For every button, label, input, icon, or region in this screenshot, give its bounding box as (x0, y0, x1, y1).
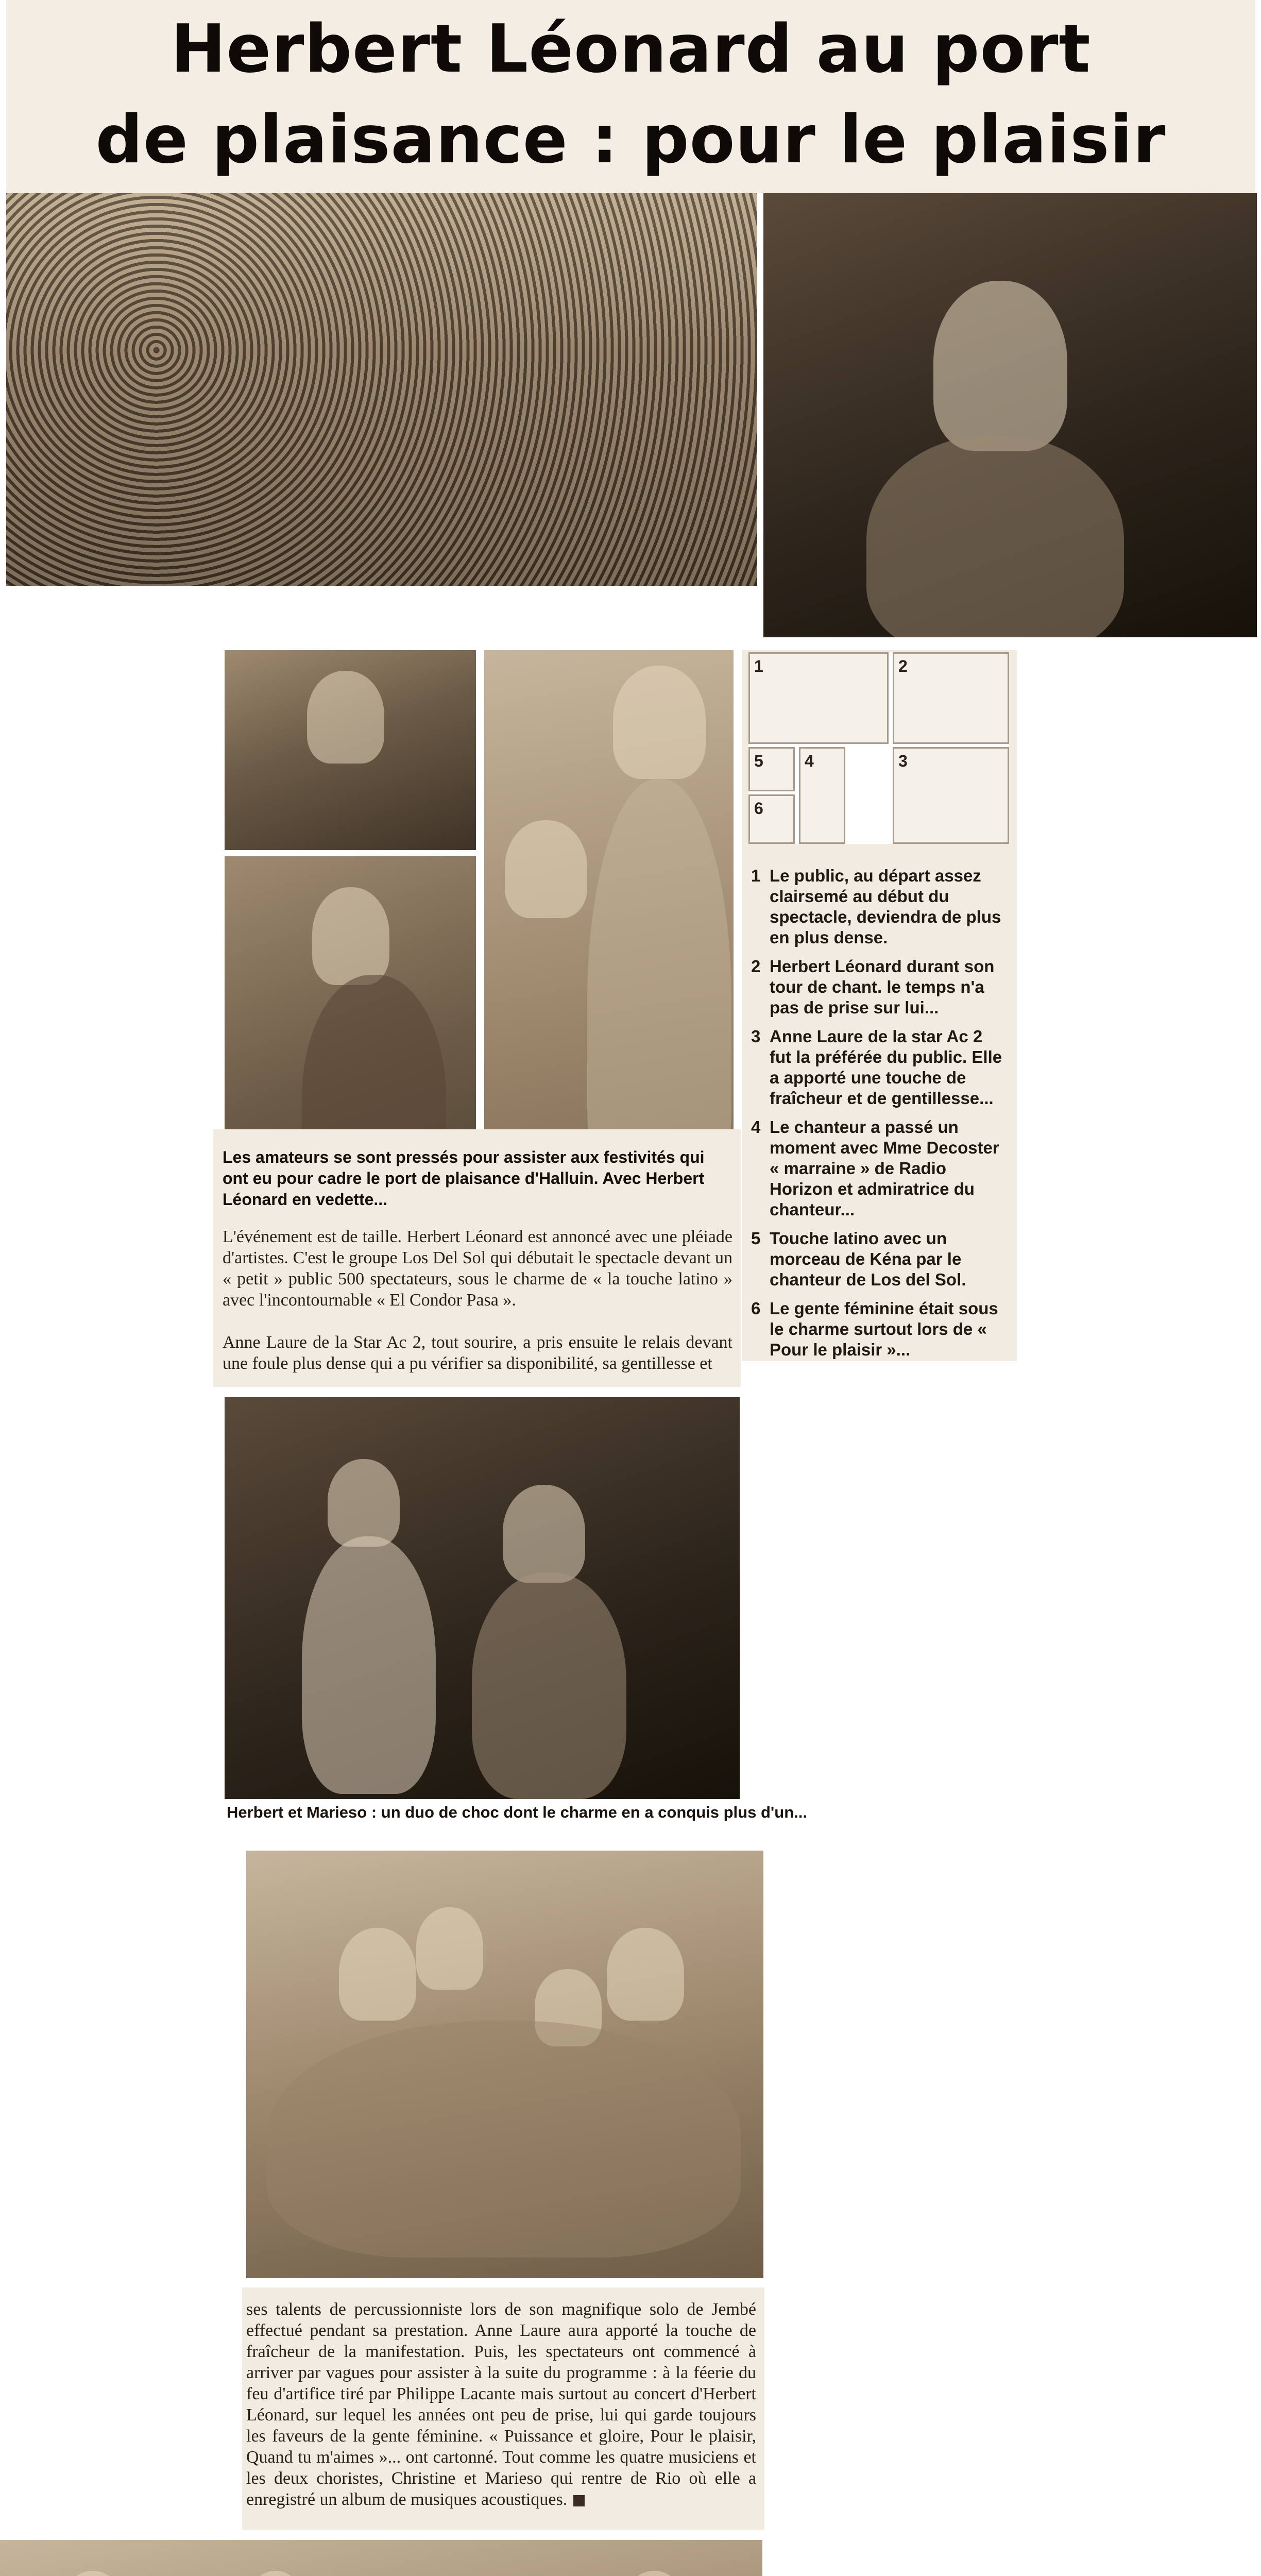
photo-caption (751, 866, 1009, 948)
index-cell-2: 2 (893, 652, 1009, 744)
article-paragraph-3-text: ses talents de percussionniste lors de son magnifique solo de Jembé effectué pendant sa prestation. Anne Laure aura apporté la touche de fraîcheur de la manifestation. Puis, les spectateurs ont commencé à arriver par vagues pour assister à la suite du programme : à la féerie du feu d'artifice tiré par Philippe Lacante mais surtout au concert d'Herbert Léonard, sur lequel les années ont peu de prise, lui qui garde toujours les faveurs de la gente féminine. « Puissance et gloire, Pour le plaisir, Quand tu m'aimes »... ont cartonné. Tout comme les quatre musiciens et les deux choristes, Christine et Marieso qui rentre de Rio où elle a enregistré un album de musiques acoustiques. (246, 2300, 756, 2509)
article-paragraph-2: Anne Laure de la Star Ac 2, tout sourire, a pris ensuite le relais devant une foule plus dense qui a pu vérifier sa disponibilité, sa gentillesse et (223, 1333, 732, 1373)
caption-number: 4 (751, 1117, 761, 1137)
headline-line-1: Herbert Léonard au port (171, 11, 1091, 88)
index-cell-6: 6 (748, 794, 795, 844)
index-cell-3: 3 (893, 747, 1009, 844)
photo-civil-protection-team (0, 2540, 762, 2576)
photo-herbert-and-marieso (225, 1397, 740, 1799)
duo-photo-caption: Herbert et Marieso : un duo de choc dont le charme en a conquis plus d'un... (227, 1803, 807, 1821)
photo-herbert-singing (763, 193, 1257, 637)
caption-number: 5 (751, 1229, 761, 1248)
headline-line-2: de plaisance : pour le plaisir (95, 101, 1166, 178)
photo-index-grid (748, 652, 1009, 844)
index-cell-5: 5 (748, 747, 795, 791)
caption-text: Anne Laure de la star Ac 2 fut la préférée du public. Elle a apporté une touche de fraîcheur et de gentillesse... (770, 1027, 1002, 1108)
article-headline (6, 4, 1255, 185)
caption-number: 6 (751, 1299, 761, 1318)
photo-caption (751, 1228, 1009, 1290)
article-lead: Les amateurs se sont pressés pour assister aux festivités qui ont eu pour cadre le port de plaisance d'Halluin. Avec Herbert Léonard en vedette... (223, 1148, 705, 1209)
end-of-article-mark (573, 2495, 585, 2506)
photo-captions-list (751, 866, 1009, 1368)
caption-text: Touche latino avec un morceau de Kéna par le chanteur de Los del Sol. (770, 1229, 966, 1289)
photo-crowd (6, 193, 757, 586)
index-cell-1: 1 (748, 652, 889, 744)
photo-caption (751, 1026, 1009, 1109)
caption-text: Le chanteur a passé un moment avec Mme Decoster « marraine » de Radio Horizon et admiratrice du chanteur... (770, 1117, 999, 1219)
photo-family (246, 1851, 763, 2278)
photo-caption (751, 1298, 1009, 1360)
caption-text: Le gente féminine était sous le charme surtout lors de « Pour le plaisir »... (770, 1299, 998, 1359)
caption-number: 2 (751, 957, 761, 976)
index-cell-4: 4 (799, 747, 845, 844)
caption-number: 1 (751, 866, 761, 885)
photo-caption (751, 1117, 1009, 1220)
caption-number: 3 (751, 1027, 761, 1046)
photo-caption (751, 956, 1009, 1018)
article-paragraph-3 (246, 2299, 756, 2510)
caption-text: Herbert Léonard durant son tour de chant. le temps n'a pas de prise sur lui... (770, 957, 995, 1017)
article-paragraph-1: L'événement est de taille. Herbert Léonard est annoncé avec une pléiade d'artistes. C'est le groupe Los Del Sol qui débutait le spectacle devant un « petit » public 500 spectateurs, sous le charme de « la touche latino » avec l'incontournable « El Condor Pasa ». (223, 1227, 732, 1310)
caption-text: Le public, au départ assez clairsemé au début du spectacle, deviendra de plus en plus dense. (770, 866, 1001, 947)
photo-los-del-sol (225, 650, 476, 850)
